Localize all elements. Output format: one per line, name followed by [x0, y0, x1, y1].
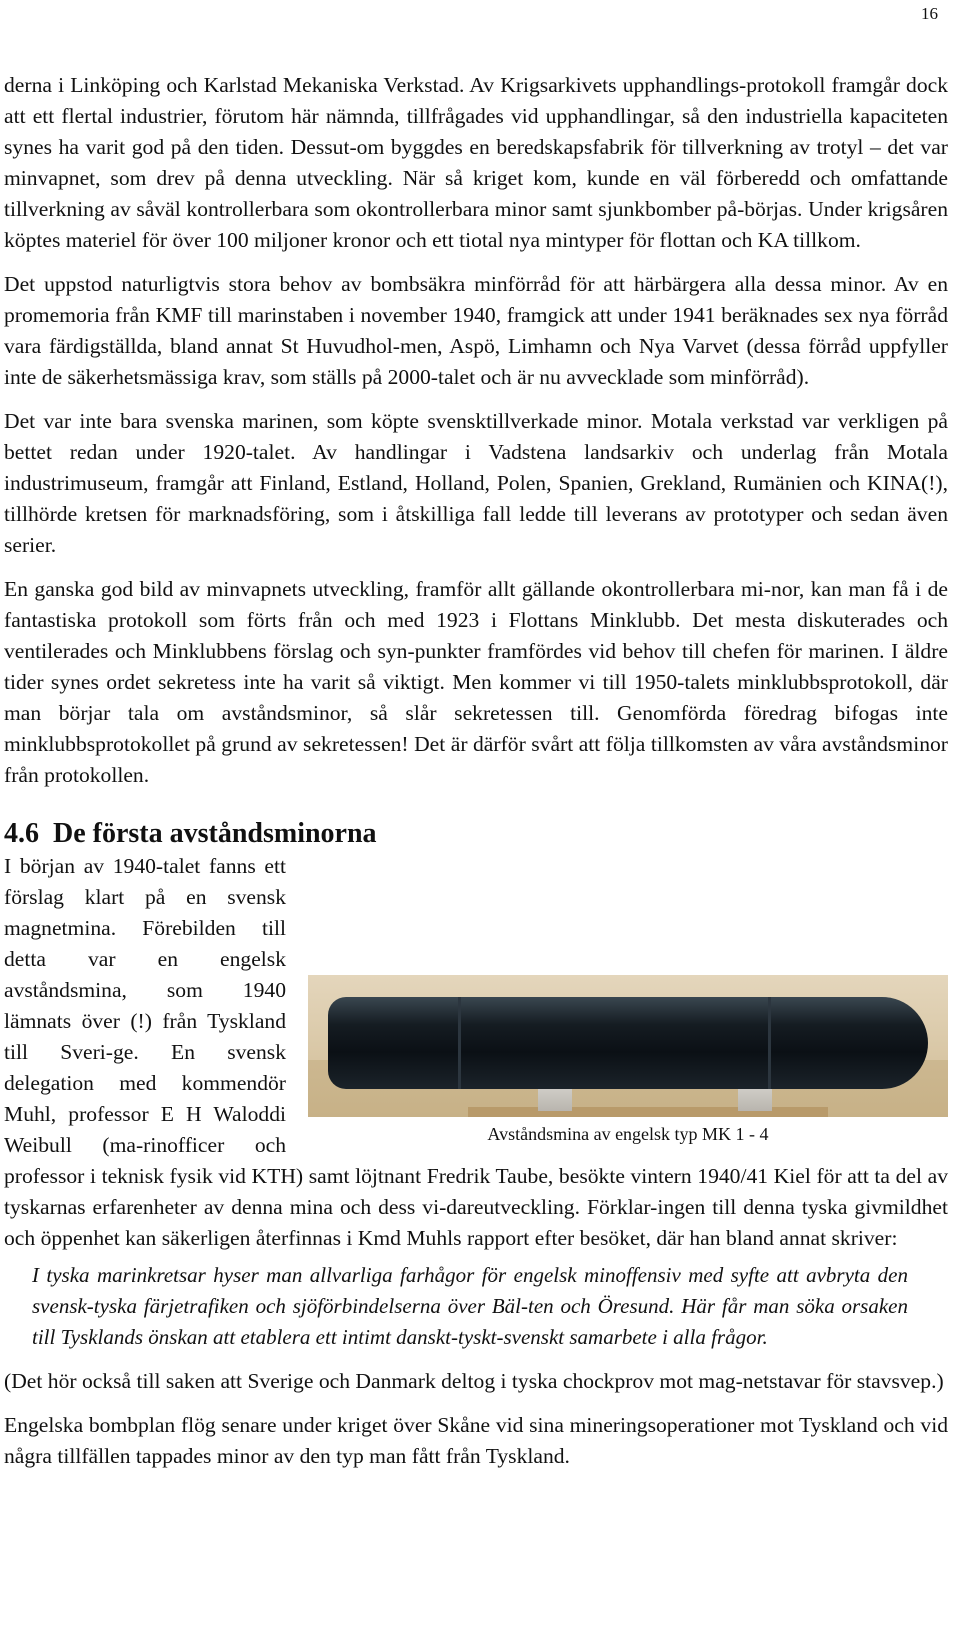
paragraph-1: derna i Linköping och Karlstad Mekaniska Verkstad. Av Krigsarkivets upphandlings-protokoll framgår dock att ett flertal industrier, förutom här nämnda, tillfrågades vid upphandlingar, så den industriella kapaciteten synes ha varit god på den tiden. Dessut-om byggdes en beredskapsfabrik för tillverkning av trotyl – det var minvapnet, som drev på denna utveckling. När så kriget kom, kunde en väl förberedd och omfattande tillverkning av såväl kontrollerbara som okontrollerbara minor samt sjunkbomber på-börjas. Under krigsåren köptes materiel för över 100 miljoner kronor och ett tiotal nya mintyper för flottan och KA tillkom. — [4, 73, 948, 252]
page-number: 16 — [921, 4, 938, 23]
paragraph-4: En ganska god bild av minvapnets utveckling, framför allt gällande okontrollerbara mi-nor, kan man få i de fantastiska protokoll som förts från och med 1923 i Flottans Minklubb. Det mesta diskuterades och ventilerades och Minklubbens förslag och syn-punkter framfördes vid behov till chefen för marinen. I äldre tider synes ordet sekretess inte ha varit så viktigt. Men kommer vi till 1950-talets minklubbsprotokoll, där man börjar tala om avståndsminor, så slår sekretessen till. Genomförda föredrag bifogas inte minklubbsprotokollet på grund av sekretessen! Det är därför svårt att följa tillkomsten av våra avståndsminor från protokollen. — [4, 577, 948, 787]
document-body — [4, 70, 948, 1472]
block-quote: I tyska marinkretsar hyser man allvarliga farhågor för engelsk minoffensiv med syfte att avbryta den svensk-tyska färjetrafiken och sjöförbindelserna över Bäl-ten och Öresund. Här får man söka orsaken till Tysklands önskan att etablera ett intimt danskt-tyskt-svenskt samarbete i alla frågor. — [32, 1263, 908, 1349]
paragraph-5: (Det hör också till saken att Sverige och Danmark deltog i tyska chockprov mot mag-netstavar för stavsvep.) — [4, 1369, 944, 1393]
figure-caption: Avståndsmina av engelsk typ MK 1 - 4 — [487, 1124, 769, 1144]
section-heading — [4, 817, 948, 851]
section-paragraph — [4, 851, 948, 1254]
mine-photo — [308, 975, 948, 1117]
section-title: De första avståndsminorna — [53, 818, 377, 849]
section-paragraph-text: I början av 1940-talet fanns ett förslag klart på en svensk magnetmina. Förebilden till detta var en engelsk avståndsmina, som 1940 lämnats över (!) från Tyskland till Sveri-ge. En svensk delegation med kommendör Muhl, professor E H Waloddi Weibull (ma-rinofficer och professor i teknisk fysik vid KTH) samt löjtnant Fredrik Taube, besökte vintern 1940/41 Kiel för att ta del av tyskarnas erfarenheter av denna mina och dess vi-dareutveckling. Förklar-ingen till denna tyska givmildhet och öppenhet kan säkerligen återfinnas i Kmd Muhls rapport efter besöket, där han bland annat skriver: — [4, 854, 948, 1250]
paragraph-6: Engelska bombplan flög senare under kriget över Skåne vid sina mineringsoperationer mot Tyskland och vid några tillfällen tappades minor av den typ man fått från Tyskland. — [4, 1413, 948, 1468]
section-number: 4.6 — [4, 818, 39, 849]
figure — [308, 975, 948, 1145]
paragraph-3: Det var inte bara svenska marinen, som köpte svensktillverkade minor. Motala verkstad var verkligen på bettet redan under 1920-talet. Av handlingar i Vadstena landsarkiv och underlag från Motala industrimuseum, framgår att Finland, Estland, Holland, Polen, Spanien, Grekland, Rumänien och KINA(!), tillhörde kretsen för marknadsföring, som i åtskilliga fall ledde till leverans av prototyper och sedan även serier. — [4, 409, 948, 557]
section-body — [4, 851, 948, 1254]
paragraph-2: Det uppstod naturligtvis stora behov av bombsäkra minförråd för att härbärgera alla dessa minor. Av en promemoria från KMF till marinstaben i november 1940, framgick att under 1941 beräknades sex nya förråd vara färdigställda, bland annat St Huvudhol-men, Aspö, Limhamn och Nya Varvet (dessa förråd uppfyller inte de säkerhetsmässiga krav, som ställs på 2000-talet och är nu avvecklade som minförråd). — [4, 272, 948, 389]
